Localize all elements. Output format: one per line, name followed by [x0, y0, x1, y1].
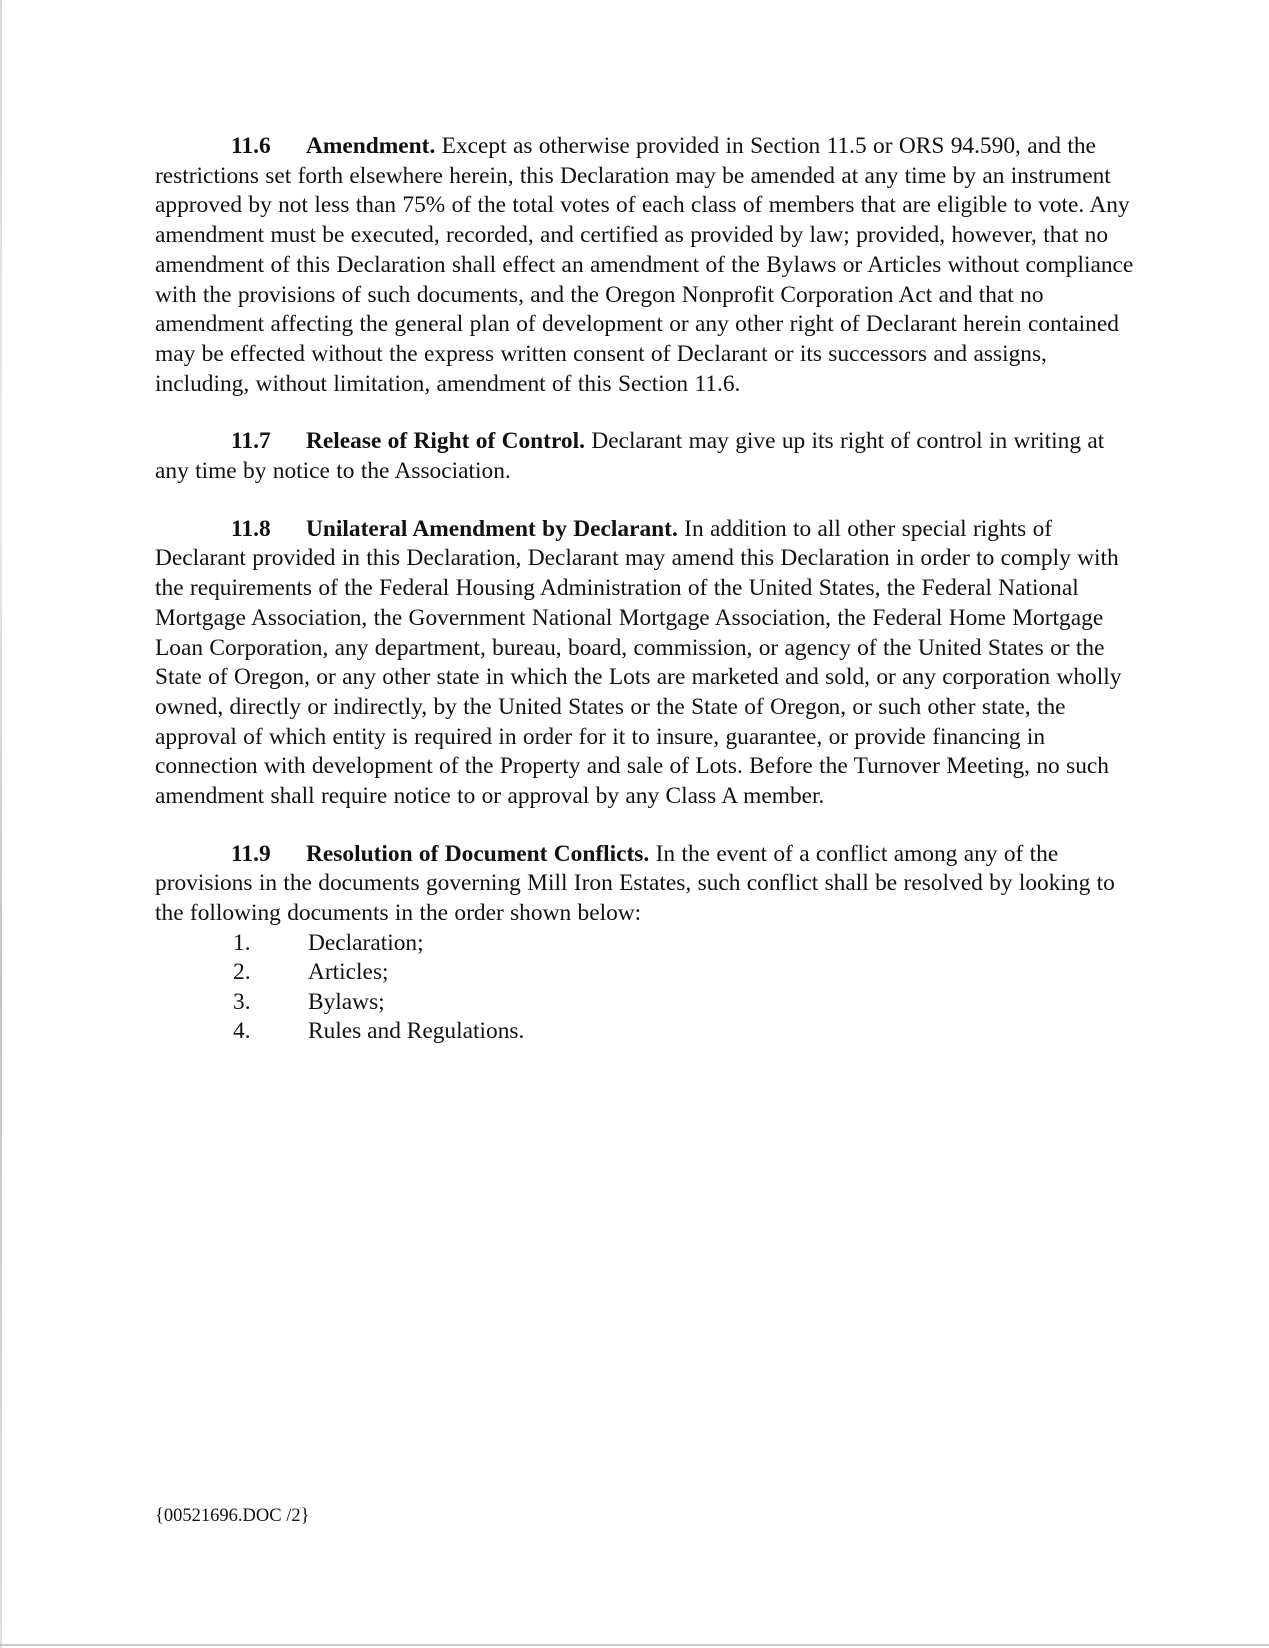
- list-item-text: Declaration;: [308, 929, 424, 956]
- list-item-number: 2.: [233, 959, 251, 986]
- section-body: In addition to all other special rights of Declarant provided in this Declaration, Declarant may amend this Declaration in order to comply with the requirements of the Federal Housing Administration of the United States, the Federal National Mortgage Association, the Government National Mortgage Association, the Federal Home Mortgage Loan Corporation, any department, bureau, board, commission, or agency of the United States or the State of Oregon, or any other state in which the Lots are marketed and sold, or any corporation wholly owned, directly or indirectly, by the United States or the State of Oregon, or such other state, the approval of which entity is required in order for it to insure, guarantee, or provide financing in connection with development of the Property and sale of Lots. Before the Turnover Meeting, no such amendment shall require notice to or approval by any Class A member.: [155, 515, 1122, 810]
- section-11-9: [155, 840, 1135, 929]
- list-item: [155, 958, 1135, 988]
- section-heading: Resolution of Document Conflicts.: [306, 840, 650, 867]
- list-item-number: 4.: [233, 1018, 251, 1045]
- section-11-7: [155, 427, 1135, 486]
- list-item-text: Articles;: [308, 959, 389, 986]
- section-body: In the event of a conflict among any of the provisions in the documents governing Mill Iron Estates, such conflict shall be resolved by looking to the following documents in the order shown below:: [155, 840, 1115, 927]
- section-body: Except as otherwise provided in Section 11.5 or ORS 94.590, and the restrictions set forth elsewhere herein, this Declaration may be amended at any time by an instrument approved by not less than 75% of the total votes of each class of members that are eligible to vote. Any amendment must be executed, recorded, and certified as provided by law; provided, however, that no amendment of this Declaration shall effect an amendment of the Bylaws or Articles without compliance with the provisions of such documents, and the Oregon Nonprofit Corporation Act and that no amendment affecting the general plan of development or any other right of Declarant herein contained may be effected without the express written consent of Declarant or its successors and assigns, including, without limitation, amendment of this Section 11.6.: [155, 133, 1134, 397]
- scan-bottom-edge: [0, 1644, 1269, 1646]
- section-number: 11.8: [231, 515, 271, 542]
- list-item: [155, 929, 1135, 959]
- list-item-text: Bylaws;: [308, 988, 385, 1015]
- list-item: [155, 1017, 1135, 1047]
- section-number: 11.6: [231, 133, 271, 159]
- section-heading: Release of Right of Control.: [306, 428, 585, 455]
- section-body: Declarant may give up its right of control in writing at any time by notice to the Association.: [155, 428, 1105, 485]
- document-body: [155, 132, 1135, 1047]
- list-item-number: 1.: [233, 929, 251, 956]
- section-11-6: [155, 132, 1135, 399]
- list-item: [155, 988, 1135, 1018]
- document-order-list: [155, 929, 1135, 1047]
- section-number: 11.9: [231, 840, 271, 867]
- section-heading: Amendment.: [306, 133, 436, 159]
- document-footer-id: {00521696.DOC /2}: [155, 1506, 310, 1526]
- list-item-number: 3.: [233, 988, 251, 1015]
- scan-left-edge: [0, 0, 2, 1648]
- section-number: 11.7: [231, 428, 271, 455]
- section-heading: Unilateral Amendment by Declarant.: [306, 515, 678, 542]
- section-11-8: [155, 515, 1135, 812]
- list-item-text: Rules and Regulations.: [308, 1018, 525, 1045]
